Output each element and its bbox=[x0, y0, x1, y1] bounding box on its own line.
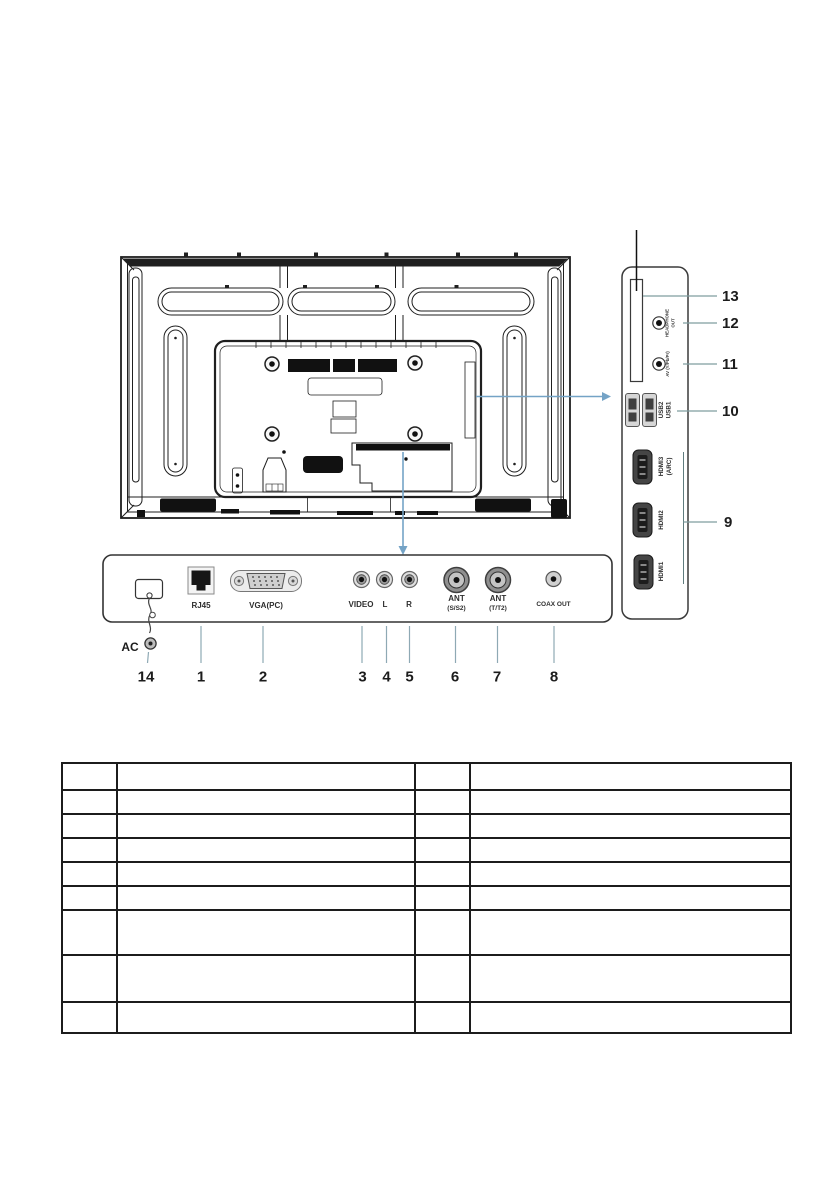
coax-out-label: COAX OUT bbox=[536, 601, 571, 608]
callout-3: 3 bbox=[358, 668, 367, 686]
table-cell bbox=[415, 838, 470, 862]
table-cell bbox=[415, 814, 470, 838]
table-cell bbox=[470, 886, 791, 910]
av-jack-label: AV (Y/Pb/Pr) bbox=[665, 351, 670, 377]
callout-7: 7 bbox=[492, 668, 502, 686]
hdmi2-port bbox=[633, 503, 652, 537]
video-label: VIDEO bbox=[348, 600, 374, 609]
hdmi2-label: HDMI2 bbox=[658, 510, 665, 530]
audio-r-label: R bbox=[406, 600, 412, 609]
table-cell bbox=[470, 862, 791, 886]
coax-out-jack bbox=[546, 572, 561, 587]
side-io-panel bbox=[622, 230, 688, 619]
table-row bbox=[62, 790, 791, 814]
callout-2: 2 bbox=[258, 668, 268, 686]
callout-9: 9 bbox=[724, 514, 733, 531]
table-cell bbox=[117, 763, 415, 790]
ant-s-label: ANT bbox=[448, 594, 465, 603]
tv-vent-bars bbox=[288, 359, 397, 372]
ant-s-jack bbox=[444, 568, 469, 593]
table-cell bbox=[117, 838, 415, 862]
ac-label: AC bbox=[121, 640, 139, 654]
table-cell bbox=[117, 1002, 415, 1033]
headphone-out-label: OUT bbox=[670, 318, 676, 328]
table-cell bbox=[470, 955, 791, 1002]
video-rca-jack bbox=[354, 572, 370, 588]
table-row bbox=[62, 838, 791, 862]
bottom-callout-numbers bbox=[138, 669, 559, 686]
usb1-label: USB1 bbox=[665, 401, 673, 419]
callout-11: 11 bbox=[722, 356, 738, 373]
side-callout-numbers bbox=[722, 288, 739, 531]
ant-t-jack bbox=[486, 568, 511, 593]
table-cell bbox=[470, 838, 791, 862]
callout-13: 13 bbox=[722, 288, 739, 305]
table-row bbox=[62, 763, 791, 790]
tv-top-bezel bbox=[123, 259, 568, 267]
callout-12: 12 bbox=[722, 315, 739, 332]
headphone-label: HEADPHONE bbox=[664, 308, 670, 338]
audio-l-rca-jack bbox=[377, 572, 393, 588]
tv-inner-panel bbox=[215, 341, 481, 497]
table-cell bbox=[62, 763, 117, 790]
dark-label bbox=[303, 456, 343, 473]
av-jack bbox=[653, 358, 665, 370]
table-cell bbox=[470, 814, 791, 838]
table-cell bbox=[415, 1002, 470, 1033]
ant-s-sub-label: (S/S2) bbox=[447, 605, 466, 612]
bottom-callout-leaders bbox=[148, 626, 555, 663]
table-cell bbox=[117, 814, 415, 838]
table-cell bbox=[62, 910, 117, 955]
headphone-jack bbox=[653, 317, 665, 329]
tv-rear-view bbox=[121, 253, 570, 519]
rj45-port bbox=[188, 567, 214, 594]
hdmi1-port bbox=[634, 555, 653, 589]
table-cell bbox=[117, 862, 415, 886]
hdmi3-label: HDMI3 bbox=[658, 456, 665, 477]
callout-6: 6 bbox=[450, 668, 460, 686]
callout-10: 10 bbox=[722, 403, 739, 420]
table-cell bbox=[470, 910, 791, 955]
table-cell bbox=[415, 886, 470, 910]
table-cell bbox=[415, 955, 470, 1002]
table-cell bbox=[415, 910, 470, 955]
callout-8: 8 bbox=[549, 668, 559, 686]
hdmi3-arc-label: (ARC) bbox=[666, 457, 673, 476]
table-cell bbox=[117, 910, 415, 955]
table-cell bbox=[62, 955, 117, 1002]
vga-label: VGA(PC) bbox=[249, 601, 283, 610]
ant-t-label: ANT bbox=[489, 594, 507, 603]
table-cell bbox=[415, 763, 470, 790]
table-cell bbox=[62, 790, 117, 814]
hdmi1-label: HDMI1 bbox=[658, 561, 665, 582]
bottom-io-panel bbox=[103, 555, 612, 654]
table-cell bbox=[117, 886, 415, 910]
table-cell bbox=[470, 790, 791, 814]
table-cell bbox=[470, 1002, 791, 1033]
table-row bbox=[62, 862, 791, 886]
ports-description-table bbox=[61, 762, 792, 1034]
table-row bbox=[62, 955, 791, 1002]
table-cell bbox=[117, 955, 415, 1002]
table-row bbox=[62, 1002, 791, 1033]
hdmi3-port bbox=[633, 450, 652, 484]
table-cell bbox=[415, 790, 470, 814]
table-row bbox=[62, 814, 791, 838]
callout-14: 14 bbox=[137, 668, 155, 686]
arrow-head-down bbox=[399, 546, 408, 555]
table-cell bbox=[415, 862, 470, 886]
table-cell bbox=[470, 763, 791, 790]
callout-4: 4 bbox=[382, 668, 391, 686]
callout-1: 1 bbox=[196, 668, 206, 686]
table-cell bbox=[62, 862, 117, 886]
table-cell bbox=[62, 886, 117, 910]
table-cell bbox=[62, 1002, 117, 1033]
ant-t-sub-label: (T/T2) bbox=[489, 605, 507, 612]
rj45-label: RJ45 bbox=[191, 601, 211, 610]
table-cell bbox=[117, 790, 415, 814]
table-cell bbox=[62, 814, 117, 838]
audio-r-rca-jack bbox=[402, 572, 418, 588]
callout-5: 5 bbox=[405, 668, 414, 686]
vga-port bbox=[231, 571, 302, 592]
usb2-label: USB2 bbox=[658, 401, 665, 419]
table-cell bbox=[62, 838, 117, 862]
table-row bbox=[62, 910, 791, 955]
table-row bbox=[62, 886, 791, 910]
arrow-head-right bbox=[602, 392, 611, 401]
audio-l-label: L bbox=[382, 600, 388, 609]
